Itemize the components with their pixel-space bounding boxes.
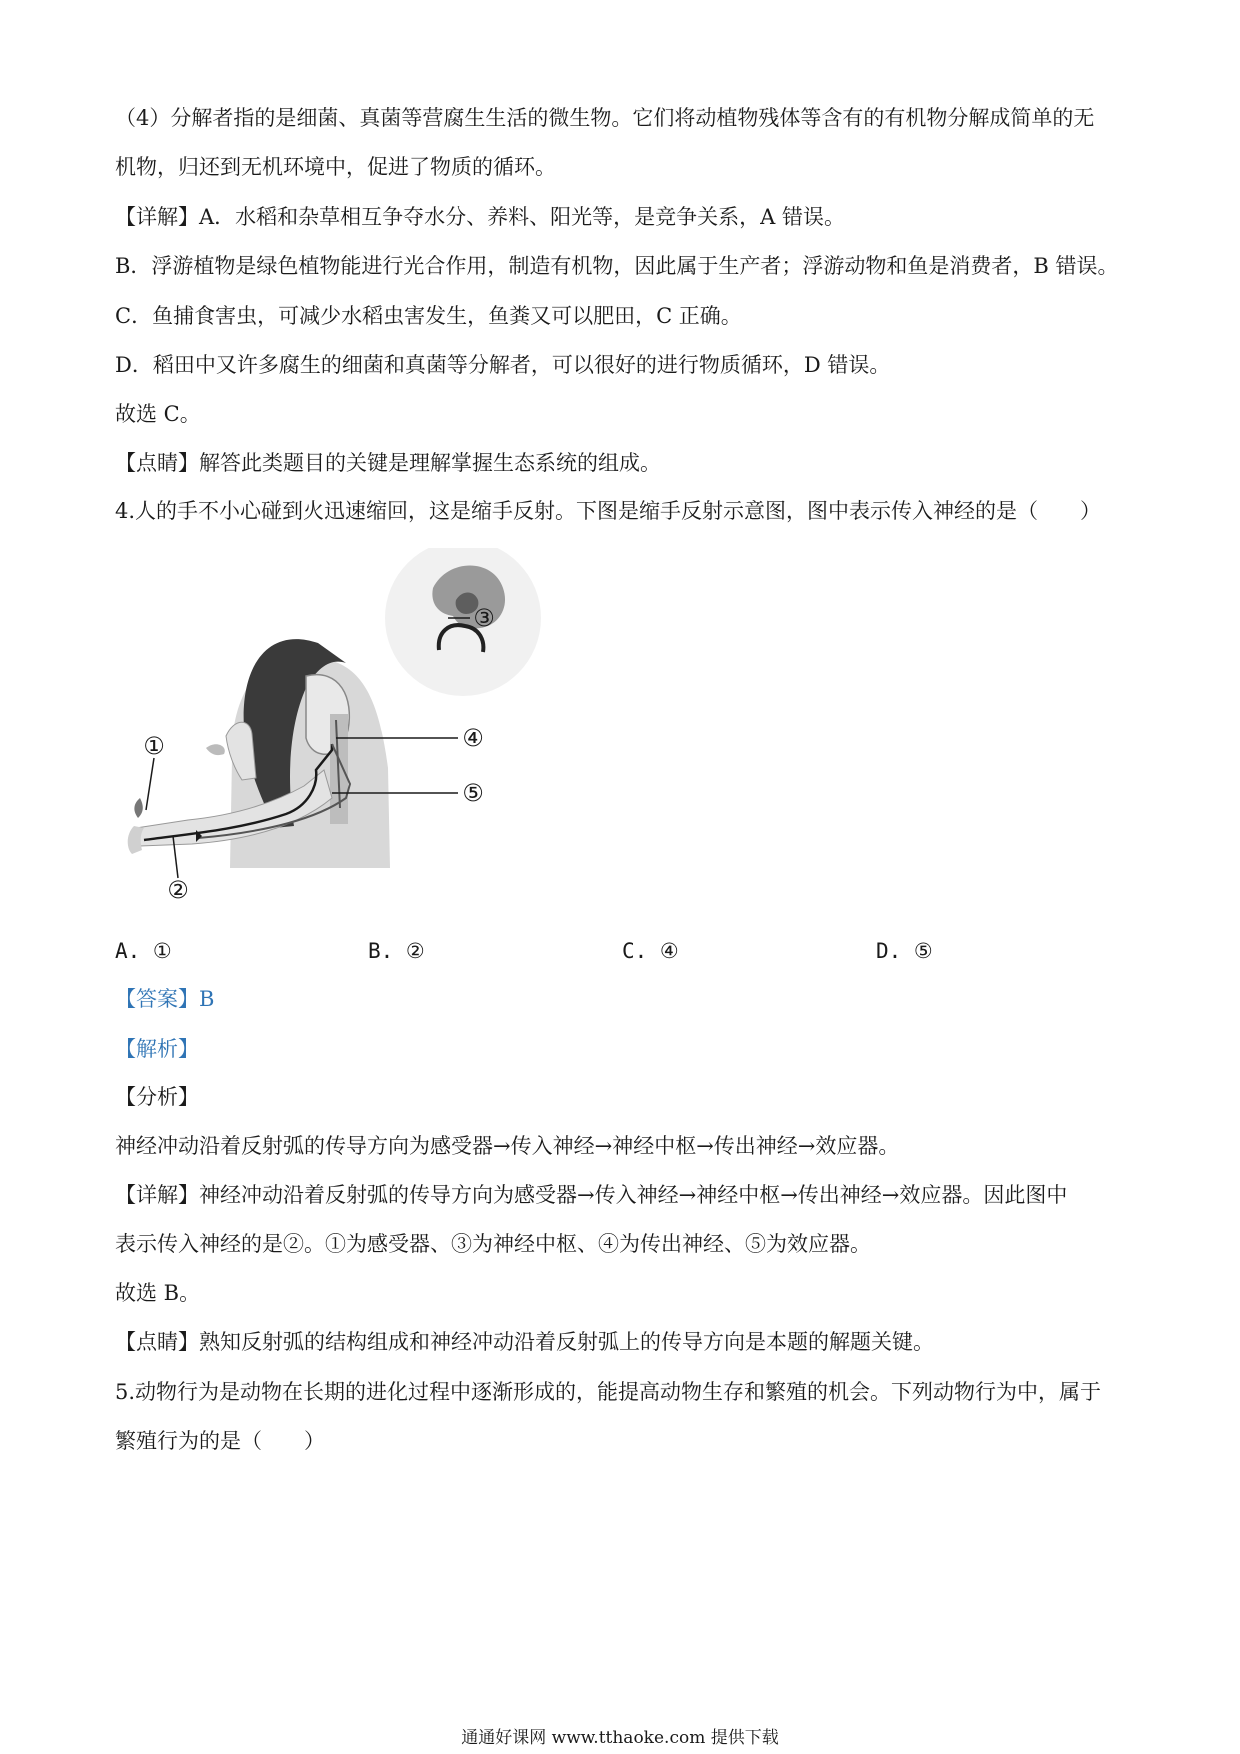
label-1: ① bbox=[143, 732, 165, 760]
label-5: ⑤ bbox=[462, 779, 484, 807]
text-line: 【点睛】解答此类题目的关键是理解掌握生态系统的组成。 bbox=[115, 451, 661, 475]
text-line: B．浮游植物是绿色植物能进行光合作用，制造有机物，因此属于生产者；浮游动物和鱼是消费者，B 错误。 bbox=[115, 254, 1119, 278]
analysis-tag: 【解析】 bbox=[115, 1037, 199, 1061]
option-a: A. ① bbox=[115, 939, 172, 963]
reflex-arc-figure bbox=[118, 548, 558, 900]
text-line: 机物，归还到无机环境中，促进了物质的循环。 bbox=[115, 155, 556, 179]
label-4: ④ bbox=[462, 724, 484, 752]
option-d: D. ⑤ bbox=[876, 939, 933, 963]
option-b: B. ② bbox=[368, 939, 425, 963]
option-c: C. ④ bbox=[622, 939, 679, 963]
question-4-stem: 4.人的手不小心碰到火迅速缩回，这是缩手反射。下图是缩手反射示意图，图中表示传入神经的是（ ） bbox=[115, 499, 1102, 523]
text-line: （4）分解者指的是细菌、真菌等营腐生生活的微生物。它们将动植物残体等含有的有机物分解成简单的无 bbox=[115, 106, 1095, 130]
question-5-stem: 5.动物行为是动物在长期的进化过程中逐渐形成的，能提高动物生存和繁殖的机会。下列动物行为中，属于 bbox=[115, 1380, 1102, 1404]
answer-line: 【答案】B bbox=[115, 987, 215, 1011]
text-line: 【详解】神经冲动沿着反射弧的传导方向为感受器→传入神经→神经中枢→传出神经→效应器。因此图中 bbox=[115, 1183, 1068, 1207]
label-3: ③ bbox=[473, 604, 495, 632]
text-line: 【详解】A．水稻和杂草相互争夺水分、养料、阳光等，是竞争关系，A 错误。 bbox=[115, 205, 846, 229]
label-2: ② bbox=[167, 876, 189, 900]
text-line: 故选 C。 bbox=[115, 402, 201, 426]
text-line: 故选 B。 bbox=[115, 1281, 201, 1305]
page-footer: 通通好课网 www.tthaoke.com 提供下载 bbox=[461, 1728, 779, 1748]
text-line: 表示传入神经的是②。①为感受器、③为神经中枢、④为传出神经、⑤为效应器。 bbox=[115, 1232, 871, 1256]
text-line: 神经冲动沿着反射弧的传导方向为感受器→传入神经→神经中枢→传出神经→效应器。 bbox=[115, 1134, 900, 1158]
text-line: 【点睛】熟知反射弧的结构组成和神经冲动沿着反射弧上的传导方向是本题的解题关键。 bbox=[115, 1330, 934, 1354]
text-line: 繁殖行为的是（ ） bbox=[115, 1429, 325, 1453]
text-line: 【分析】 bbox=[115, 1085, 199, 1109]
text-line: C．鱼捕食害虫，可减少水稻虫害发生，鱼粪又可以肥田，C 正确。 bbox=[115, 304, 742, 328]
text-line: D．稻田中又许多腐生的细菌和真菌等分解者，可以很好的进行物质循环，D 错误。 bbox=[115, 353, 891, 377]
